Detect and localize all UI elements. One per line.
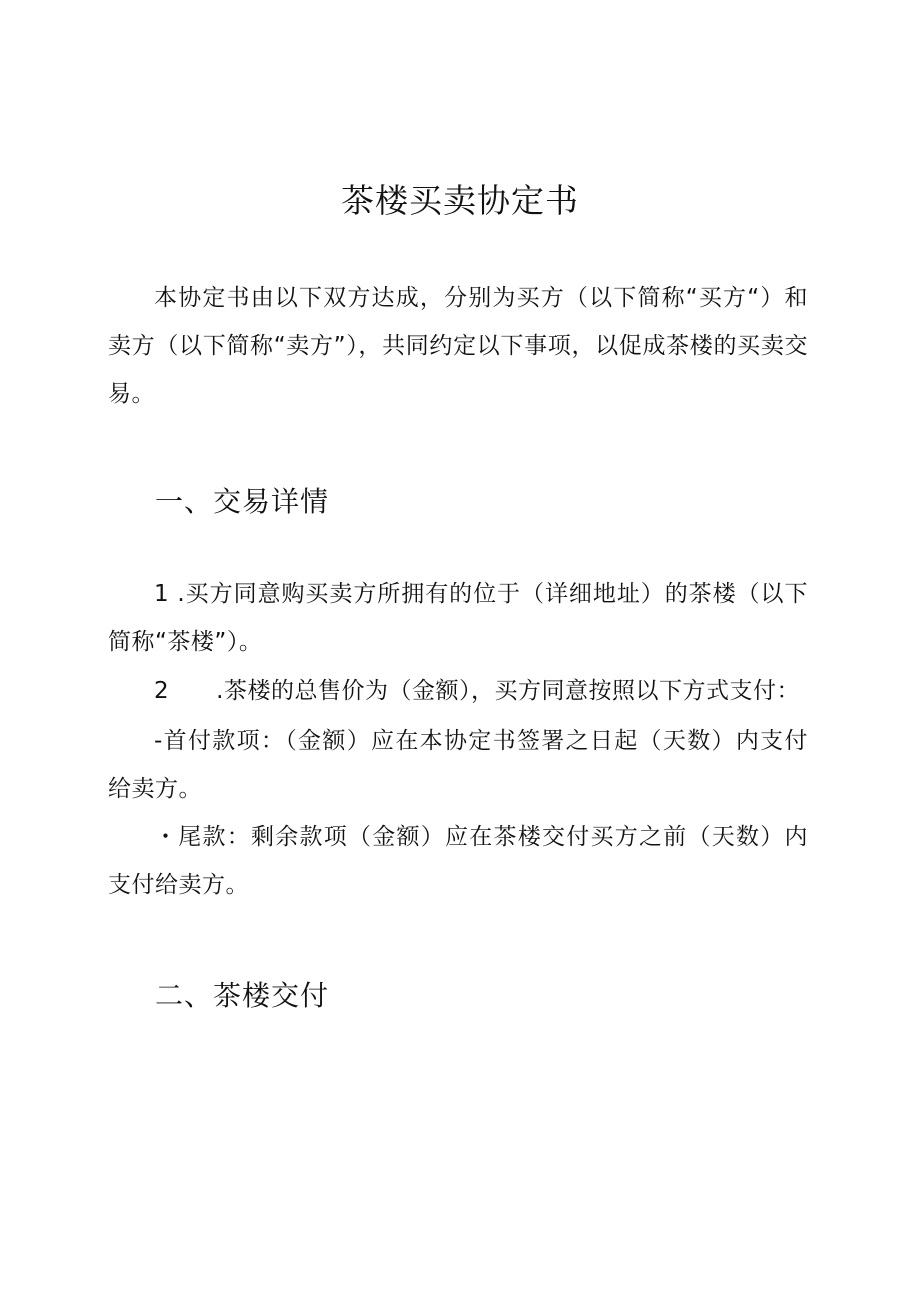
- section-heading-teahouse-delivery: 二、茶楼交付: [155, 979, 330, 1012]
- clause-purchase-agreement: 1 .买方同意购买卖方所拥有的位于（详细地址）的茶楼（以下简称“茶楼”）。: [108, 581, 808, 655]
- intro-paragraph: 本协定书由以下双方达成，分别为买方（以下简称“买方“）和卖方（以下简称“卖方”），共同约定以下事项，以促成茶楼的买卖交易。: [108, 285, 808, 407]
- clause-final-payment: ・尾款：剩余款项（金额）应在茶楼交付买方之前（天数）内支付给卖方。: [108, 824, 808, 898]
- clause-down-payment: -首付款项：（金额）应在本协定书签署之日起（天数）内支付给卖方。: [108, 728, 808, 802]
- document-title: 茶楼买卖协定书: [341, 181, 579, 220]
- clause-total-price: 2 .茶楼的总售价为（金额），买方同意按照以下方式支付：: [154, 678, 800, 704]
- section-heading-transaction-details: 一、交易详情: [155, 485, 330, 518]
